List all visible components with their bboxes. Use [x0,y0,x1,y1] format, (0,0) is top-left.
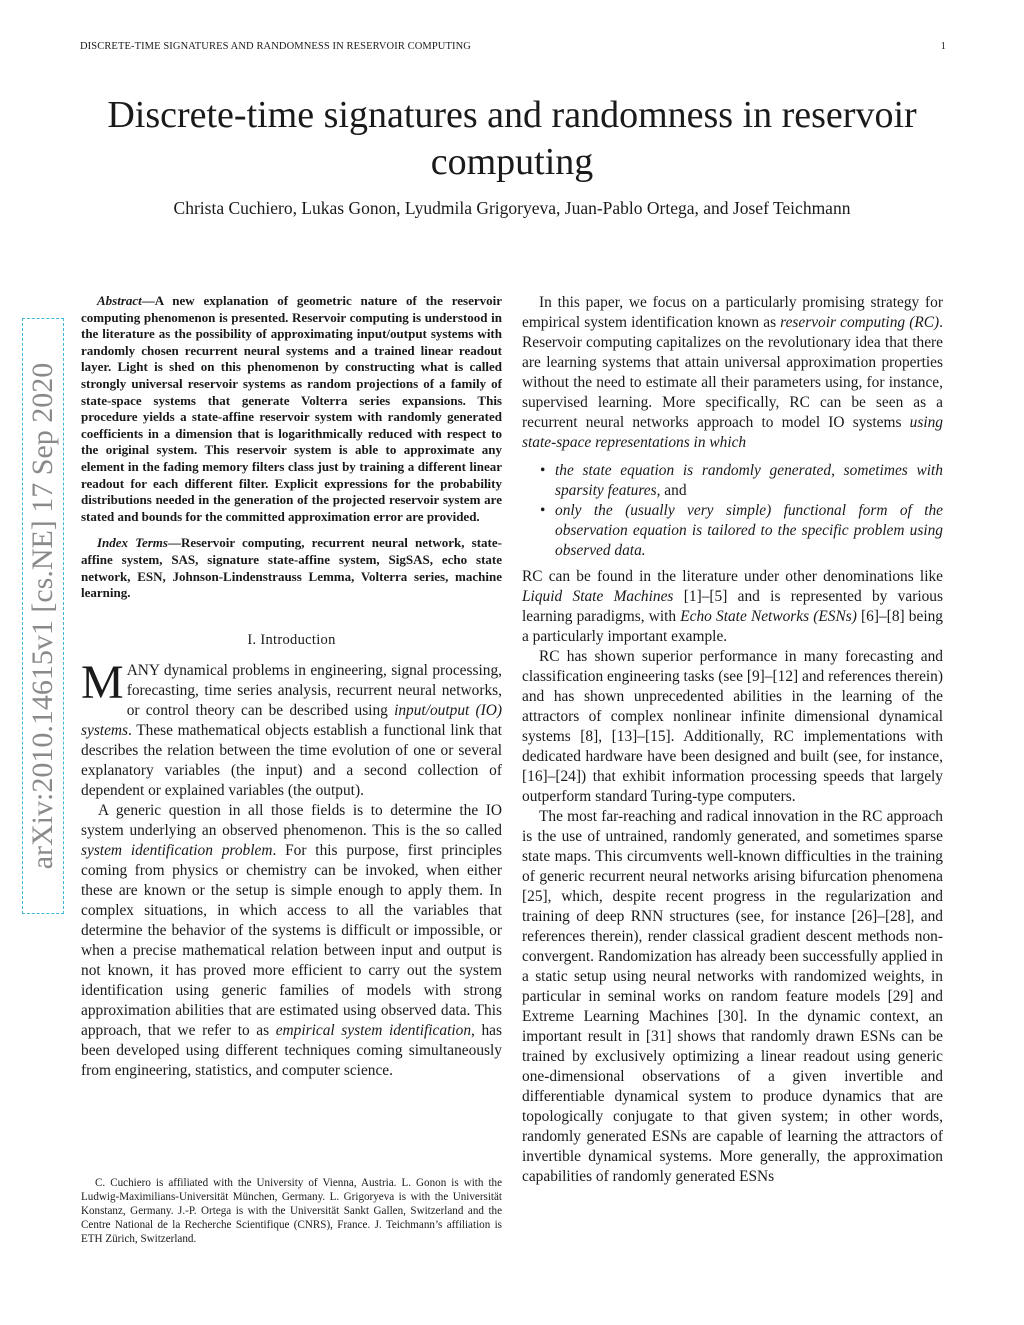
citation-link[interactable]: 25 [527,888,543,905]
citation-link[interactable]: 26 [856,908,873,925]
right-column [522,293,943,1187]
citation-link[interactable]: 9 [751,668,760,685]
list-item [540,501,943,561]
citation-link[interactable]: 5 [714,588,723,605]
list-item-text: the state equation is randomly generated, sometimes with sparsity features, [555,462,943,499]
paragraph-text: ] and is represented by various learning paradigms, with [522,588,943,625]
paragraph-text: ]. In the dynamic context, an important result in [ [522,1008,943,1045]
index-terms [81,535,502,601]
author-list: Christa Cuchiero, Lukas Gonon, Lyudmila Grigoryeva, Juan-Pablo Ortega, and Josef Teichmann [173,198,851,218]
running-head [80,41,946,52]
paragraph-text: ], which, despite recent progress in the regularization and training of deep RNN structures (see, for instance [ [522,888,943,925]
page-number: 1 [940,41,946,52]
paragraph-text: The most far-reaching and radical innovation in the RC approach is the use of untrained, randomly generated, and sometimes sparse state maps. This circumvents well-known difficulties in the training of generic recurrent neural networks arising bifurcation phenomena [ [522,808,943,905]
intro-paragraph-2 [81,801,502,1081]
drop-cap: M [81,655,124,709]
intro-paragraph-5 [522,647,943,807]
citation-link[interactable]: 13 [616,728,633,745]
paragraph-text: ] shows that randomly drawn ESNs can be trained by exclusively optimizing a linear readout using generic one-dimensional observations of a given invertible and differentiable dynamical system to produce dynamics that are topologically conjugate to that given system; in other words, randomly generated ESNs are capable of learning the attractors of invertible dynamical systems. More generally, the approximation capabilities of randomly generated ESNs [522,1028,943,1185]
index-terms-text: Reservoir computing, recurrent neural network, state-affine system, SAS, signature state-affine system, SigSAS, echo state network, ESN, Johnson-Lindenstrauss Lemma, Volterra series, machine learning. [81,535,502,601]
abstract-dash: — [141,293,155,308]
intro-paragraph-1 [81,655,503,801]
abstract-text: A new explanation of geometric nature of the reservoir computing phenomenon is presented. Reservoir computing is understood in the literature as the possibility of approximating input/output systems with randomly chosen recurrent neural systems and a trained linear readout layer. Light is shed on this phenomenon by constructing what is called strongly universal reservoir systems as random projections of a family of state-space systems that generate Volterra series expansions. This procedure yields a state-affine reservoir system with randomly generated coefficients in a dimension that is logarithmically reduced with respect to the original system. This reservoir system is able to approximate any element in the fading memory filters class just by training a different linear readout for each different filter. Explicit expressions for the probability distributions needed in the generation of the projected reservoir system are stated and bounds for the committed approximation error are provided. [81,293,502,524]
left-column [81,293,502,1081]
paragraph-text: ]–[ [696,588,715,605]
paragraph-text: ] being a particularly important example. [522,608,943,645]
paragraph-text: ]–[ [542,768,561,785]
paragraph-text: ], and references therein), render classical gradient descent methods non-convergent. Randomization has already been successfully applied in a static setup using neural networks with randomized weights, in particular in seminal works on random feature models [ [522,908,943,1005]
citation-link[interactable]: 15 [650,728,666,745]
citation-link[interactable]: 1 [688,588,697,605]
affiliation-footnote: C. Cuchiero is affiliated with the University of Vienna, Austria. L. Gonon is with the Ludwig-Maximilians-Universität München, Germany. L. Grigoryeva is with the Universität Konstanz, Germany. J.-P. Ortega is with the Universität Sankt Gallen, Switzerland and the Centre National de la Recherche Scientifique (CNRS), France. J. Teichmann’s affiliation is ETH Zürich, Switzerland. [81,1177,502,1245]
paragraph-text: ]) that exhibit information processing speeds that largely outperform standard Turing-type computers. [522,768,943,805]
paragraph-text: , has been developed using different techniques coming simultaneously from engineering, statistics, and computer science. [81,1021,502,1079]
list-item-text: only the (usually very simple) functional form of the observation equation is tailored to the specific problem using observed data. [555,502,943,559]
emphasized-term: reservoir computing (RC) [780,314,940,331]
index-terms-label: Index Terms [97,535,168,551]
paragraph-text: A generic question in all those fields is to determine the IO system underlying an observed phenomenon. This is the so called [81,801,502,839]
citation-link[interactable]: 6 [866,608,874,625]
citation-link[interactable]: 8 [891,608,900,625]
paragraph-text: ]–[ [872,908,891,925]
paper-title: Discrete-time signatures and randomness in reservoir computing [107,94,917,183]
arxiv-stamp[interactable] [22,318,64,914]
citation-link[interactable]: 16 [527,768,543,785]
emphasized-term: Echo State Networks (ESNs) [680,608,857,625]
citation-link[interactable]: 30 [723,1008,739,1025]
abstract-label: Abstract [97,293,142,308]
intro-paragraph-4 [522,567,943,647]
paragraph-text: . Reservoir computing capitalizes on the revolutionary idea that there are learning systems that attain universal approximation properties without the need to estimate all their parameters using, for instance, supervised learning. More specifically, RC can be seen as a recurrent neural networks approach to model IO systems [522,314,943,431]
bullet-icon: • [540,462,546,479]
arxiv-identifier: arXiv:2010.14615v1 [cs.NE] 17 Sep 2020 [26,362,59,870]
emphasized-term: using state-space representations in which [522,414,943,451]
emphasized-term: system identification problem [81,841,273,859]
citation-link[interactable]: 12 [777,668,794,685]
intro-paragraph-6 [522,807,943,1187]
emphasized-term: Liquid State Machines [522,588,674,605]
rc-properties-list [522,461,943,561]
paragraph-text: . For this purpose, first principles coming from physics or chemistry can be invoked, when either these are known or the setup is simple enough to apply them. In complex situations, in which access to all the variables that determine the behavior of the systems is difficult or impossible, or when a precise mathematical relation between input and output is not known, it has proved more efficient to carry out the system identification using generic families of models with strong approximation abilities that are estimated using observed data. This approach, that we refer to as [81,841,503,1039]
paragraph-text: [ [673,588,689,605]
paragraph-text: ], [ [593,728,617,745]
paragraph-text: ]–[ [632,728,651,745]
paragraph-text: [ [856,608,867,625]
list-item [540,461,943,501]
paragraph-text: . These mathematical objects establish a functional link that describes the relation between the time evolution of one or several explanatory variables (the input) and a second collection of dependent or explained variables (the output). [81,721,502,799]
abstract [81,293,502,525]
paragraph-text: ]. Additionally, RC implementations with dedicated hardware have been designed and built (see, for instance, [ [522,728,943,785]
intro-paragraph-3 [522,293,943,453]
citation-link[interactable]: 28 [890,908,906,925]
paragraph-text: ]–[ [759,668,778,685]
paragraph-text: In this paper, we focus on a particularly promising strategy for empirical system identification known as [522,294,943,331]
citation-link[interactable]: 24 [560,768,576,785]
paragraph-text: RC can be found in the literature under other denominations like [522,568,943,585]
bullet-icon: • [540,502,546,519]
paragraph-text: ] and references therein) and has shown unprecedented abilities in the learning of the attractors of complex nonlinear infinite dimensional dynamical systems [ [522,668,944,745]
citation-link[interactable]: 8 [585,728,594,745]
paragraph-text: ]–[ [873,608,892,625]
index-terms-dash: — [167,535,181,551]
paragraph-text: ANY dynamical problems in engineering, signal processing, forecasting, time series analysis, recurrent neural networks, or control theory can be described using [126,661,502,719]
section-heading-introduction: I. Introduction [247,631,336,648]
emphasized-term: empirical system identification [275,1021,472,1039]
running-title: DISCRETE-TIME SIGNATURES AND RANDOMNESS IN RESERVOIR COMPUTING [80,41,471,52]
paragraph-text: RC has shown superior performance in many forecasting and classification engineering tasks (see [ [522,648,943,685]
emphasized-term: input/output (IO) systems [81,701,503,739]
citation-link[interactable]: 31 [650,1028,667,1045]
paragraph-text: ] and Extreme Learning Machines [ [522,988,943,1025]
list-item-text: and [660,482,687,499]
citation-link[interactable]: 29 [892,988,909,1005]
